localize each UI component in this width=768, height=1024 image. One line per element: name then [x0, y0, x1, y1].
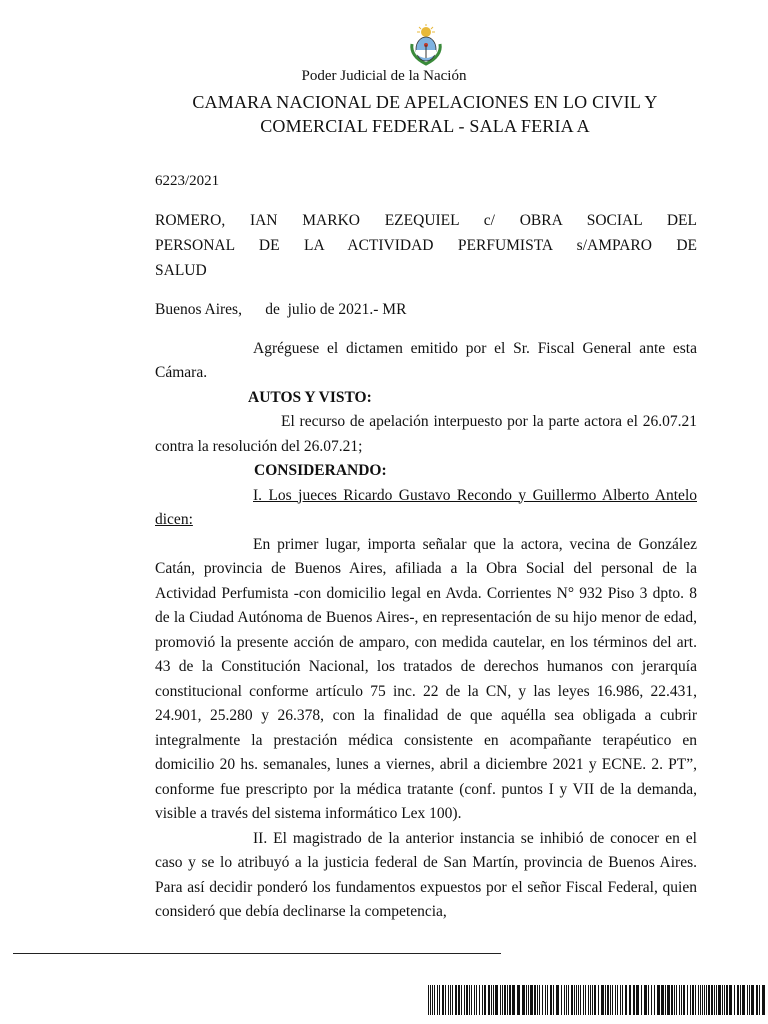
chamber-title-line-1: CAMARA NACIONAL DE APELACIONES EN LO CIVIL Y: [192, 92, 658, 112]
barcode-bar: [530, 985, 533, 1015]
barcode-bar: [522, 985, 525, 1015]
footer-rule: [13, 953, 501, 954]
case-caption-line-1: ROMERO, IAN MARKO EZEQUIEL c/ OBRA SOCIAL DEL: [155, 212, 697, 229]
barcode-bar: [534, 985, 536, 1015]
chamber-title: [150, 90, 700, 138]
barcode-bar: [450, 985, 451, 1015]
barcode-bar: [495, 985, 498, 1015]
barcode-bar: [679, 985, 680, 1015]
barcode-bar: [484, 985, 486, 1015]
barcode-bar: [528, 985, 529, 1015]
barcode-bar: [687, 985, 688, 1015]
barcode-bar: [695, 985, 696, 1015]
barcode-bar: [576, 985, 577, 1015]
barcode-bar: [612, 985, 613, 1015]
barcode-bar: [542, 985, 543, 1015]
barcode-bar: [566, 985, 567, 1015]
barcode-bar: [737, 985, 739, 1015]
barcode-bar: [734, 985, 735, 1015]
barcode-bar: [751, 985, 754, 1015]
chamber-title-line-2: COMERCIAL FEDERAL - SALA FERIA A: [260, 116, 590, 136]
barcode-bar: [545, 985, 546, 1015]
barcode-bar: [547, 985, 548, 1015]
barcode-bar: [661, 985, 664, 1015]
barcode-bar: [742, 985, 745, 1015]
barcode-bar: [537, 985, 538, 1015]
barcode-bar: [578, 985, 579, 1015]
barcode-bar: [428, 985, 429, 1015]
barcode-bar: [605, 985, 606, 1015]
barcode-bar: [607, 985, 609, 1015]
barcode-bar: [674, 985, 675, 1015]
barcode-bar: [550, 985, 552, 1015]
barcode-bar: [452, 985, 453, 1015]
barcode-bar: [620, 985, 621, 1015]
barcode-bar: [439, 985, 440, 1015]
barcode-bar: [657, 985, 660, 1015]
barcode-bar: [469, 985, 470, 1015]
barcode-bar: [507, 985, 508, 1015]
barcode-bar: [641, 985, 642, 1015]
barcode-bar: [479, 985, 480, 1015]
barcode-bar: [594, 985, 596, 1015]
barcode-bar: [729, 985, 732, 1015]
barcode-bar: [491, 985, 492, 1015]
barcode-bar: [702, 985, 703, 1015]
barcode-bar: [588, 985, 589, 1015]
barcode-bar: [437, 985, 438, 1015]
barcode: [428, 985, 768, 1015]
barcode-bar: [539, 985, 540, 1015]
barcode-bar: [740, 985, 741, 1015]
barcode-bar: [681, 985, 682, 1015]
heading-autos-y-visto: AUTOS Y VISTO:: [248, 388, 372, 406]
barcode-bar: [665, 985, 666, 1015]
barcode-bar: [633, 985, 635, 1015]
barcode-bar: [432, 985, 433, 1015]
barcode-bar: [759, 985, 760, 1015]
barcode-bar: [676, 985, 677, 1015]
barcode-bar: [622, 985, 623, 1015]
paragraph-dictamen: Agréguese el dictamen emitido por el Sr. Fiscal General ante esta Cámara.: [155, 339, 697, 381]
barcode-bar: [592, 985, 593, 1015]
barcode-bar: [726, 985, 728, 1015]
barcode-bar: [512, 985, 515, 1015]
barcode-bar: [601, 985, 604, 1015]
barcode-bar: [553, 985, 554, 1015]
barcode-bar: [711, 985, 713, 1015]
barcode-bar: [700, 985, 701, 1015]
barcode-bar: [756, 985, 758, 1015]
barcode-bar: [706, 985, 707, 1015]
barcode-bar: [482, 985, 483, 1015]
paragraph-primer-lugar: En primer lugar, importa señalar que la actora, vecina de González Catán, provincia de Buenos Aires, afiliada a la Obra Social del personal de la Actividad Perfumista -con domicilio legal en Avda. Corrientes N° 932 Piso 3 dpto. 8 de la Ciudad Autónoma de Buenos Aires-, en representación de su hijo menor de edad, promovió la presente acción de amparo, con medida cautelar, en los términos del art. 43 de la Constitución Nacional, los tratados de derechos humanos con jerarquía constitucional conforme artículo 75 inc. 22 de la CN, y las leyes 16.986, 22.431, 24.901, 25.280 y 26.378, con la finalidad de que aquélla sea obligada a cubrir integralmente la prestación médica consistente en acompañante terapéutico en domicilio 20 hs. semanales, lunes a viernes, abril a diciembre 2021 y ECNE. 2. PT”, conforme fue prescripto por la médica tratante (conf. puntos I y VII de la demanda, visible a través del sistema informático Lex 100).: [155, 535, 697, 822]
barcode-bar: [598, 985, 599, 1015]
barcode-bar: [716, 985, 717, 1015]
barcode-bar: [580, 985, 581, 1015]
barcode-bar: [724, 985, 725, 1015]
barcode-bar: [648, 985, 649, 1015]
barcode-bar: [488, 985, 490, 1015]
barcode-bar: [568, 985, 569, 1015]
barcode-bar: [476, 985, 477, 1015]
barcode-bar: [708, 985, 710, 1015]
barcode-bar: [683, 985, 685, 1015]
barcode-bar: [430, 985, 431, 1015]
resolution-body: [155, 298, 697, 925]
barcode-bar: [474, 985, 475, 1015]
date-line: Buenos Aires, de julio de 2021.- MR: [155, 301, 407, 318]
barcode-bar: [571, 985, 573, 1015]
barcode-bar: [625, 985, 627, 1015]
barcode-bar: [509, 985, 511, 1015]
barcode-bar: [667, 985, 670, 1015]
case-caption: [155, 208, 697, 283]
barcode-bar: [617, 985, 618, 1015]
barcode-bar: [502, 985, 503, 1015]
heading-considerando: CONSIDERANDO:: [254, 462, 387, 479]
barcode-bar: [654, 985, 655, 1015]
barcode-bar: [442, 985, 444, 1015]
barcode-bar: [556, 985, 559, 1015]
paragraph-magistrado: II. El magistrado de la anterior instancia se inhibió de conocer en el caso y se lo atribuyó a la justicia federal de San Martín, provincia de Buenos Aires. Para así decidir ponderó los fundamentos expuestos por el señor Fiscal Federal, quien consideró que debía declinarse la competencia,: [155, 829, 697, 920]
barcode-bar: [762, 985, 765, 1015]
barcode-bar: [517, 985, 520, 1015]
barcode-bar: [448, 985, 449, 1015]
barcode-bar: [714, 985, 715, 1015]
barcode-bar: [434, 985, 435, 1015]
barcode-bar: [615, 985, 616, 1015]
barcode-bar: [590, 985, 591, 1015]
barcode-bar: [466, 985, 468, 1015]
barcode-bar: [461, 985, 462, 1015]
barcode-bar: [644, 985, 647, 1015]
barcode-bar: [493, 985, 494, 1015]
barcode-bar: [574, 985, 575, 1015]
barcode-bar: [690, 985, 691, 1015]
barcode-bar: [458, 985, 460, 1015]
barcode-bar: [671, 985, 673, 1015]
barcode-bar: [583, 985, 584, 1015]
barcode-bar: [471, 985, 472, 1015]
paragraph-recurso: El recurso de apelación interpuesto por la parte actora el 26.07.21 contra la resolución del 26.07.21;: [155, 413, 697, 455]
barcode-bar: [585, 985, 586, 1015]
barcode-bar: [747, 985, 748, 1015]
barcode-bar: [561, 985, 562, 1015]
barcode-bar: [464, 985, 465, 1015]
barcode-bar: [698, 985, 699, 1015]
barcode-bar: [718, 985, 721, 1015]
barcode-bar: [564, 985, 565, 1015]
barcode-bar: [445, 985, 446, 1015]
barcode-bar: [500, 985, 501, 1015]
barcode-bar: [610, 985, 611, 1015]
barcode-bar: [629, 985, 631, 1015]
case-number: 6223/2021: [155, 173, 220, 189]
barcode-bar: [749, 985, 750, 1015]
barcode-bar: [526, 985, 527, 1015]
subheading-jueces: I. Los jueces Ricardo Gustavo Recondo y Guillermo Alberto Antelo dicen:: [155, 486, 697, 528]
barcode-bar: [692, 985, 694, 1015]
barcode-bar: [722, 985, 723, 1015]
case-caption-line-3: SALUD: [155, 262, 207, 279]
barcode-bar: [504, 985, 506, 1015]
national-coat-of-arms-icon: [407, 24, 445, 66]
barcode-bar: [455, 985, 457, 1015]
case-caption-line-2: PERSONAL DE LA ACTIVIDAD PERFUMISTA s/AMPARO DE: [155, 237, 697, 254]
barcode-bar: [636, 985, 639, 1015]
barcode-bar: [651, 985, 652, 1015]
court-name: Poder Judicial de la Nación: [301, 68, 467, 84]
barcode-bar: [704, 985, 705, 1015]
